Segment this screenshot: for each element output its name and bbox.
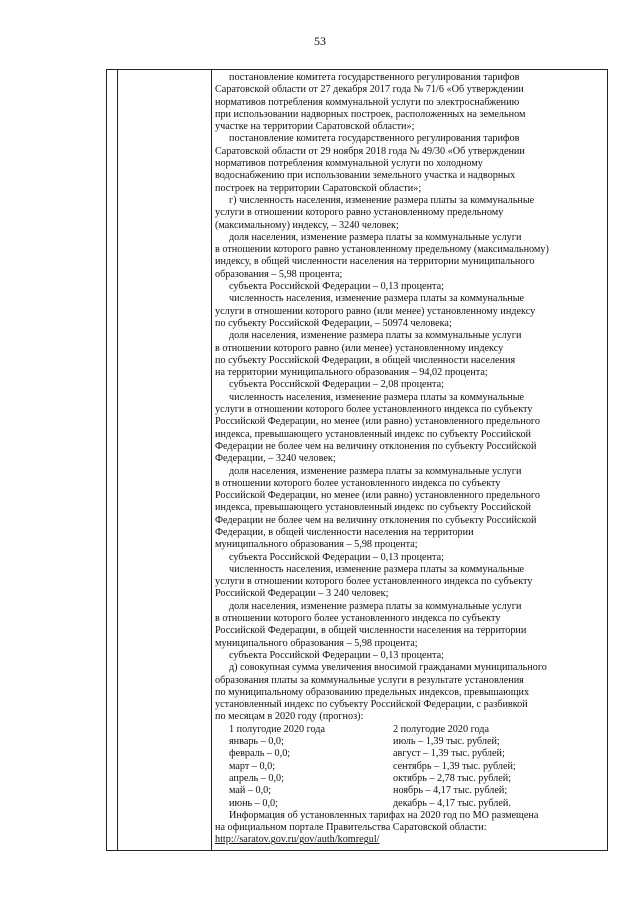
text-line: при использовании надворных построек, расположенных на земельном	[215, 108, 526, 120]
text-line: образования платы за коммунальные услуги в результате установления	[215, 674, 524, 686]
text-line: индексу, в общей численности населения на территории муниципального	[215, 256, 535, 268]
month-left: апрель – 0,0;	[229, 772, 284, 784]
text-line: на официальном портале Правительства Саратовской области:	[215, 822, 487, 834]
month-row	[215, 724, 605, 736]
month-row	[215, 748, 605, 760]
text-line: численность населения, изменение размера платы за коммунальные	[229, 563, 525, 575]
text-line: водоснабжению при использовании земельного участка и надворных	[215, 170, 516, 182]
text-line: муниципального образования – 5,98 процента;	[215, 637, 418, 649]
text-line: услуги в отношении которого более установленного индекса по субъекту	[215, 576, 533, 588]
month-right: 2 полугодие 2020 года	[393, 723, 490, 735]
month-left: июнь – 0,0;	[229, 797, 278, 809]
text-line: постановление комитета государственного регулирования тарифов	[229, 72, 520, 83]
text-line: в отношении которого более установленного индекса по субъекту	[215, 613, 501, 625]
text-line: д) совокупная сумма увеличения вносимой гражданами муниципального	[229, 662, 547, 674]
text-line: Российской Федерации, но менее (или равно) установленного предельного	[215, 490, 540, 502]
text-line: в отношении которого равно установленному предельному (максимальному)	[215, 244, 549, 256]
page-number: 53	[314, 34, 326, 48]
table-cell-text	[215, 72, 605, 847]
month-row	[215, 785, 605, 797]
text-line: доля населения, изменение размера платы за коммунальные услуги	[229, 465, 522, 477]
text-line: Федерации, – 3240 человек;	[215, 453, 336, 465]
month-left: март – 0,0;	[229, 760, 276, 772]
document-table	[106, 69, 608, 851]
text-line: субъекта Российской Федерации – 2,08 процента;	[229, 379, 444, 391]
table-column-divider	[211, 70, 212, 850]
text-line: Федерации не более чем на величину отклонения по субъекту Российской	[215, 514, 537, 526]
text-line: по месяцам в 2020 году (прогноз):	[215, 711, 364, 723]
portal-link[interactable]: http://saratov.gov.ru/gov/auth/komregul/	[215, 834, 380, 846]
text-line: услуги в отношении которого равно установленному предельному	[215, 207, 504, 219]
text-line: услуги в отношении которого более установленного индекса по субъекту	[215, 404, 533, 416]
month-right: ноябрь – 4,17 тыс. рублей;	[393, 785, 508, 797]
month-row	[215, 736, 605, 748]
text-line: субъекта Российской Федерации – 0,13 процента;	[229, 551, 444, 563]
month-left: январь – 0,0;	[229, 736, 284, 748]
month-right: сентябрь – 1,39 тыс. рублей;	[393, 760, 516, 772]
text-line: Саратовской области от 29 ноября 2018 года № 49/30 «Об утверждении	[215, 145, 525, 157]
text-line: Российской Федерации, но менее (или равно) установленного предельного	[215, 416, 540, 428]
text-line: доля населения, изменение размера платы за коммунальные услуги	[229, 600, 522, 612]
text-line: на территории муниципального образования – 94,02 процента;	[215, 367, 488, 379]
month-right: июль – 1,39 тыс. рублей;	[393, 736, 500, 748]
text-line: доля населения, изменение размера платы за коммунальные услуги	[229, 231, 522, 243]
text-line: по субъекту Российской Федерации, – 50974 человека;	[215, 317, 452, 329]
text-line: численность населения, изменение размера платы за коммунальные	[229, 293, 525, 305]
text-line: субъекта Российской Федерации – 0,13 процента;	[229, 649, 444, 661]
text-line: муниципального образования – 5,98 процента;	[215, 539, 418, 551]
text-line: (максимальному) индексу, – 3240 человек;	[215, 219, 399, 231]
text-line: постановление комитета государственного регулирования тарифов	[229, 133, 520, 145]
text-line: участке на территории Саратовской области»;	[215, 121, 415, 133]
text-line: Федерации не более чем на величину отклонения по субъекту Российской	[215, 440, 537, 452]
text-line: построек на территории Саратовской области»;	[215, 182, 422, 194]
text-line: Российской Федерации, в общей численности населения на территории	[215, 625, 527, 637]
table-column-divider	[117, 70, 118, 850]
text-line: индекса, превышающего установленный индекс по субъекту Российской	[215, 428, 531, 440]
text-line: Информация об установленных тарифах на 2020 год по МО размещена	[229, 809, 539, 821]
text-line: г) численность населения, изменение размера платы за коммунальные	[229, 194, 535, 206]
month-right: август – 1,39 тыс. рублей;	[393, 748, 505, 760]
month-row	[215, 798, 605, 810]
text-line: Российской Федерации – 3 240 человек;	[215, 588, 389, 600]
text-line: численность населения, изменение размера платы за коммунальные	[229, 391, 525, 403]
text-line: нормативов потребления коммунальной услуги по электроснабжению	[215, 96, 520, 108]
text-line: Федерации, в общей численности населения на территории	[215, 526, 474, 538]
month-right: октябрь – 2,78 тыс. рублей;	[393, 772, 512, 784]
text-line: нормативов потребления коммунальной услуги по холодному	[215, 158, 483, 170]
month-left: май – 0,0;	[229, 785, 272, 797]
text-line: по субъекту Российской Федерации, в общей численности населения	[215, 354, 516, 366]
text-line: доля населения, изменение размера платы за коммунальные услуги	[229, 330, 522, 342]
month-left: февраль – 0,0;	[229, 748, 291, 760]
text-line: в отношении которого равно (или менее) установленному индексу	[215, 342, 504, 354]
text-line: в отношении которого более установленного индекса по субъекту	[215, 477, 501, 489]
month-left: 1 полугодие 2020 года	[229, 723, 326, 735]
month-row	[215, 773, 605, 785]
text-line: услуги в отношении которого равно (или менее) установленному индексу	[215, 305, 536, 317]
text-line: индекса, превышающего установленный индекс по субъекту Российской	[215, 502, 531, 514]
text-line: по муниципальному образованию предельных индексов, превышающих	[215, 686, 530, 698]
text-line: образования – 5,98 процента;	[215, 268, 343, 280]
month-right: декабрь – 4,17 тыс. рублей.	[393, 797, 511, 809]
text-line: установленный индекс по субъекту Российской Федерации, с разбивкой	[215, 699, 528, 711]
text-line: Саратовской области от 27 декабря 2017 года № 71/6 «Об утверждении	[215, 84, 524, 96]
month-row	[215, 761, 605, 773]
text-line: субъекта Российской Федерации – 0,13 процента;	[229, 281, 444, 293]
